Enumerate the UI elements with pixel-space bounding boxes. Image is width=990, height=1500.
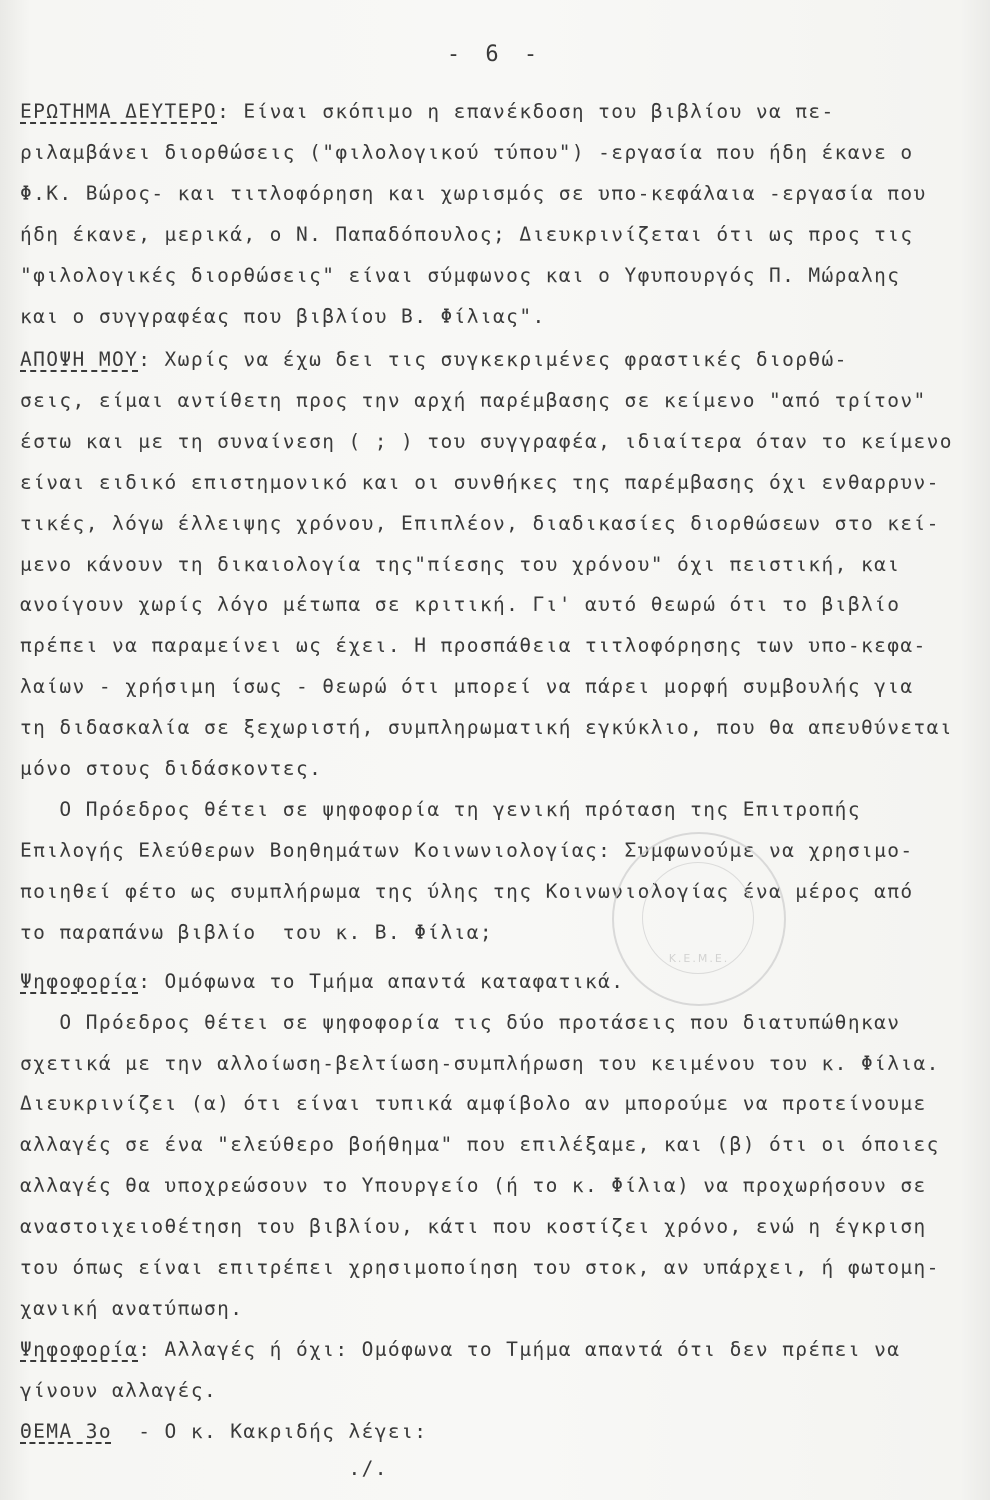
text-line <box>20 1335 960 1365</box>
line-text: σεις, είμαι αντίθετη προς την αρχή παρέμβασης σε κείμενο "από τρίτον" <box>20 389 927 412</box>
line-text: μόνο στους διδάσκοντες. <box>20 757 323 780</box>
line-text: - Ο κ. Κακριδής λέγει: <box>111 1420 428 1443</box>
text-line <box>20 386 960 416</box>
line-text: και ο συγγραφέας που βιβλίου Β. Φίλιας". <box>20 305 546 328</box>
line-text: Επιλογής Ελεύθερων Βοηθημάτων Κοινωνιολογίας: Συμφωνούμε να χρησιμο- <box>20 839 914 862</box>
text-line <box>20 754 960 784</box>
text-line <box>20 836 960 866</box>
line-text: Φ.Κ. Βώρος- και τιτλοφόρηση και χωρισμός σε υπο-κεφάλαια -εργασία που <box>20 182 927 205</box>
underlined-heading: ΕΡΩΤΗΜΑ ΔΕΥΤΕΡΟ <box>20 100 218 123</box>
text-line <box>20 1454 960 1484</box>
official-stamp <box>612 832 786 1006</box>
line-text: τικές, λόγω έλλειψης χρόνου, Επιπλέον, διαδικασίες διορθώσεων στο κεί- <box>20 512 940 535</box>
line-text: Ο Πρόεδρος θέτει σε ψηφοφορία τη γενική πρόταση της Επιτροπής <box>20 798 861 821</box>
text-line <box>20 967 960 997</box>
underlined-heading: Ψηφοφορία <box>20 970 139 993</box>
text-line <box>20 1417 960 1447</box>
text-line <box>20 1253 960 1283</box>
text-line <box>20 220 960 250</box>
page-number: - 6 - <box>446 42 544 67</box>
line-text: μενο κάνουν τη δικαιολογία της"πίεσης του χρόνου" όχι πειστική, και <box>20 553 901 576</box>
text-line <box>20 345 960 375</box>
underlined-heading: ΘΕΜΑ 3ο <box>20 1420 112 1443</box>
line-text: λαίων - χρήσιμη ίσως - θεωρώ ότι μπορεί να πάρει μορφή συμβουλής για <box>20 675 914 698</box>
text-line <box>20 468 960 498</box>
text-line <box>20 1130 960 1160</box>
text-line <box>20 877 960 907</box>
stamp-text: Κ.Ε.Μ.Ε. <box>668 952 730 965</box>
text-line <box>20 631 960 661</box>
line-text: πρέπει να παραμείνει ως έχει. Η προσπάθεια τιτλοφόρησης των υπο-κεφα- <box>20 634 927 657</box>
line-text: ήδη έκανε, μερικά, ο Ν. Παπαδόπουλος; Διευκρινίζεται ότι ως προς τις <box>20 223 914 246</box>
line-text: είναι ειδικό επιστημονικό και οι συνθήκες της παρέμβασης όχι ενθαρρυν- <box>20 471 940 494</box>
line-text: Διευκρινίζει (α) ότι είναι τυπικά αμφίβολο αν μπορούμε να προτείνουμε <box>20 1092 927 1115</box>
line-text: σχετικά με την αλλοίωση-βελτίωση-συμπλήρωση του κειμένου του κ. Φίλια. <box>20 1052 940 1075</box>
text-line <box>20 550 960 580</box>
line-text: το παραπάνω βιβλίο του κ. Β. Φίλια; <box>20 921 494 944</box>
text-line <box>20 1008 960 1038</box>
underlined-heading: Ψηφοφορία <box>20 1338 139 1361</box>
text-line <box>20 713 960 743</box>
line-text: ριλαμβάνει διορθώσεις ("φιλολογικού τύπου") -εργασία που ήδη έκανε ο <box>20 141 914 164</box>
line-text: : Χωρίς να έχω δει τις συγκεκριμένες φραστικές διορθώ- <box>138 348 848 371</box>
underlined-heading: ΑΠΟΨΗ ΜΟΥ <box>20 348 139 371</box>
text-line <box>20 1171 960 1201</box>
line-text: : Ομόφωνα το Τμήμα απαντά καταφατικά. <box>138 970 625 993</box>
line-text: : Είναι σκόπιμο η επανέκδοση του βιβλίου να πε- <box>217 100 835 123</box>
text-line <box>20 590 960 620</box>
line-text: χανική ανατύπωση. <box>20 1297 244 1320</box>
line-text: γίνουν αλλαγές. <box>20 1379 218 1402</box>
line-text: τη διδασκαλία σε ξεχωριστή, συμπληρωματική εγκύκλιο, που θα απευθύνεται <box>20 716 953 739</box>
text-line <box>20 1089 960 1119</box>
text-line <box>20 97 960 127</box>
line-text: έστω και με τη συναίνεση ( ; ) του συγγραφέα, ιδιαίτερα όταν το κείμενο <box>20 430 953 453</box>
text-line <box>20 1212 960 1242</box>
line-text: ./. <box>20 1457 388 1480</box>
text-line <box>20 1294 960 1324</box>
text-line <box>20 795 960 825</box>
text-line <box>20 672 960 702</box>
text-line <box>20 1049 960 1079</box>
line-text: : Αλλαγές ή όχι: Ομόφωνα το Τμήμα απαντά ότι δεν πρέπει να <box>138 1338 901 1361</box>
line-text: Ο Πρόεδρος θέτει σε ψηφοφορία τις δύο προτάσεις που διατυπώθηκαν <box>20 1011 901 1034</box>
line-text: αλλαγές σε ένα "ελεύθερο βοήθημα" που επιλέξαμε, και (β) ότι οι όποιες <box>20 1133 940 1156</box>
text-line <box>20 261 960 291</box>
text-line <box>20 918 960 948</box>
text-line <box>20 302 960 332</box>
line-text: ποιηθεί φέτο ως συμπλήρωμα της ύλης της Κοινωνιολογίας ένα μέρος από <box>20 880 914 903</box>
line-text: ανοίγουν χωρίς λόγο μέτωπα σε κριτική. Γι' αυτό θεωρώ ότι το βιβλίο <box>20 593 901 616</box>
text-line <box>20 179 960 209</box>
text-line <box>20 1376 960 1406</box>
text-line <box>20 138 960 168</box>
line-text: αναστοιχειοθέτηση του βιβλίου, κάτι που κοστίζει χρόνο, ενώ η έγκριση <box>20 1215 927 1238</box>
line-text: "φιλολογικές διορθώσεις" είναι σύμφωνος και ο Υφυπουργός Π. Μώραλης <box>20 264 901 287</box>
line-text: αλλαγές θα υποχρεώσουν το Υπουργείο (ή το κ. Φίλια) να προχωρήσουν σε <box>20 1174 927 1197</box>
line-text: του όπως είναι επιτρέπει χρησιμοποίηση του στοκ, αν υπάρχει, ή φωτομη- <box>20 1256 940 1279</box>
text-line <box>20 427 960 457</box>
text-line <box>20 509 960 539</box>
